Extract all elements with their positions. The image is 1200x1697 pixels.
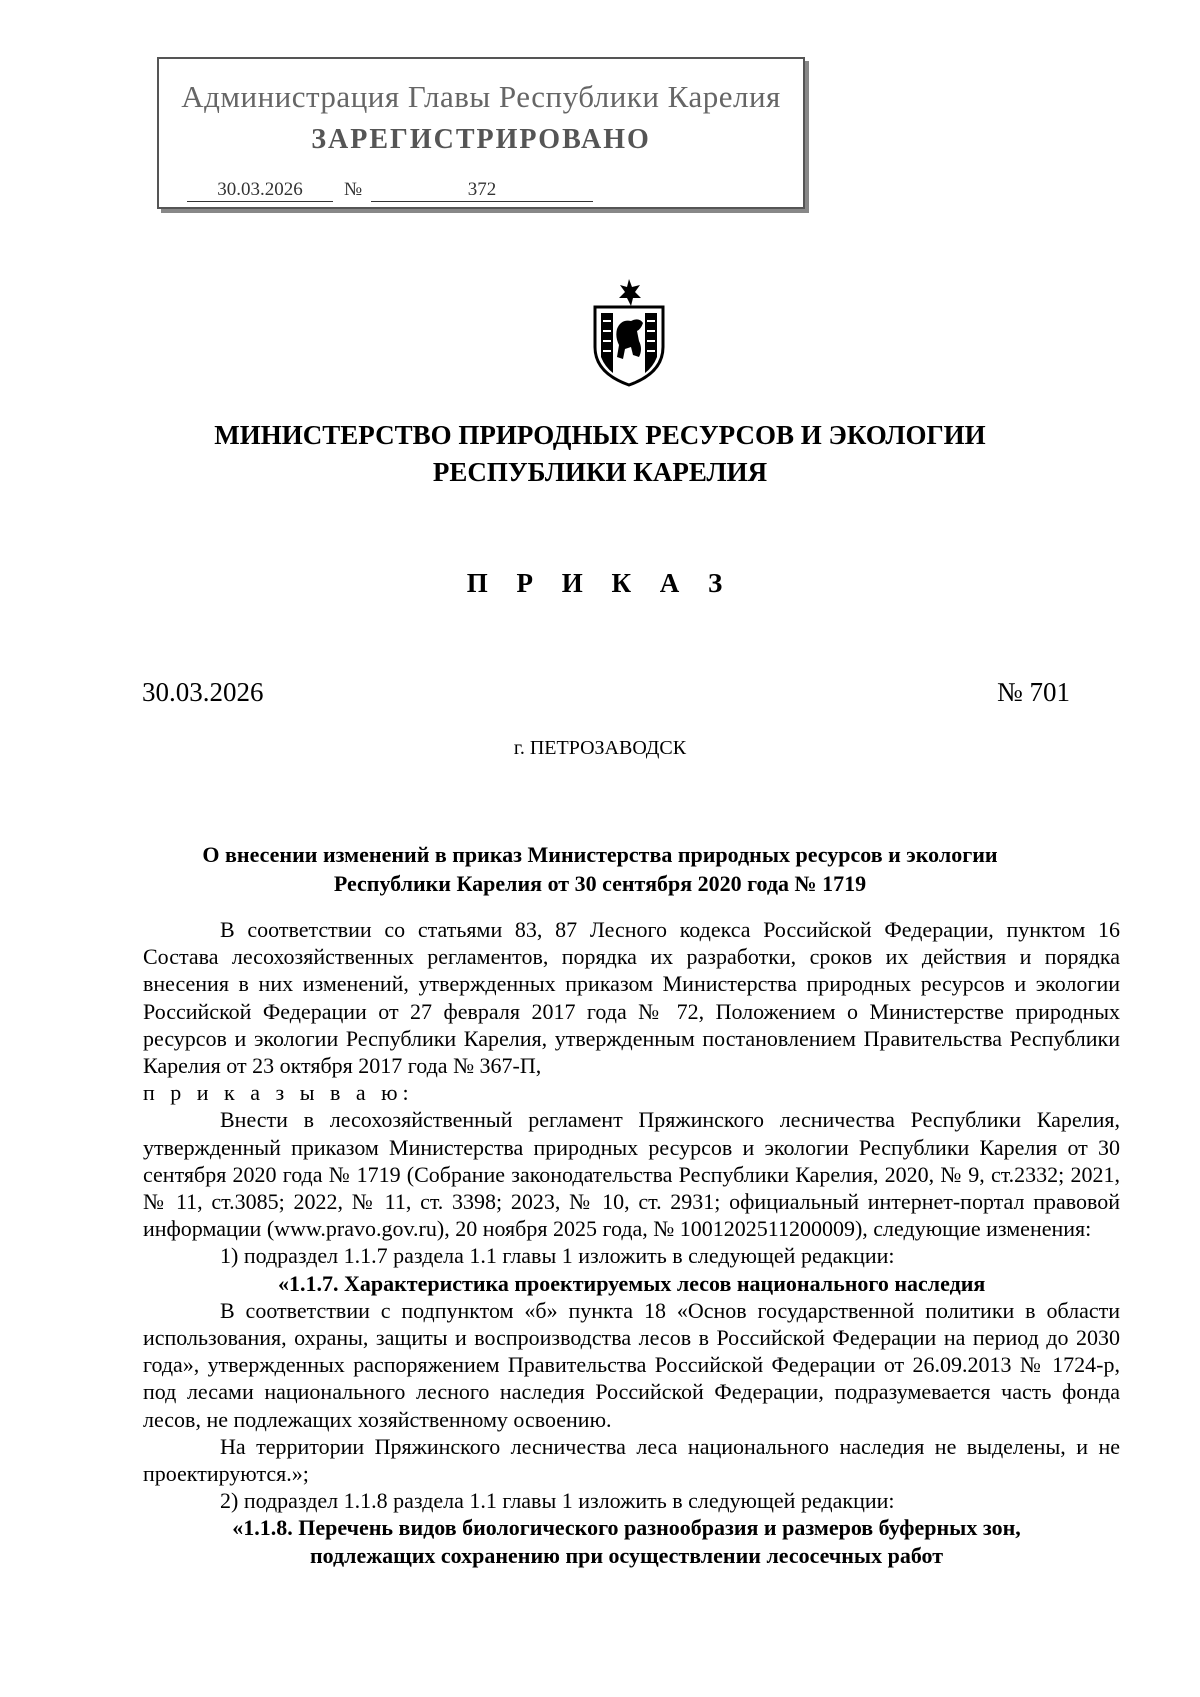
stamp-organization: Администрация Главы Республики Карелия [181,79,781,114]
stamp-number-sign: № [344,179,363,200]
intro-paragraph: Внести в лесохозяйственный регламент Пряжинского лесничества Республики Карелия, утвержденный приказом Министерства природных ресурсов и экологии Республики Карелия от 30 сентября 2020 года № 1719 (Собрание законодательства Республики Карелия, 2020, № 9, ст.2332; 2021, № 11, ст.3085; 2022, № 11, ст. 3398; 2023, № 10, ст. 2931; официальный интернет-портал правовой информации (www.pravo.gov.ru), 20 ноября 2025 года, № 1001202511200009), следующие изменения: [143,1107,1120,1242]
subject-line1: О внесении изменений в приказ Министерства природных ресурсов и экологии [202,842,998,867]
ministry-name-line1: МИНИСТЕРСТВО ПРИРОДНЫХ РЕСУРСОВ И ЭКОЛОГИИ [214,420,986,450]
paragraph-1-1-7-b: На территории Пряжинского лесничества леса национального наследия не выделены, и не проектируются.»; [143,1433,1120,1487]
heading-1-1-8-line2: подлежащих сохранению при осуществлении лесосечных работ [309,1542,944,1568]
registration-stamp [157,57,805,209]
document-type: П Р И К А З [466,568,734,598]
stamp-date: 30.03.2026 [187,179,333,202]
order-word: п р и к а з ы в а ю: [143,1080,414,1106]
subject-line2: Республики Карелия от 30 сентября 2020 года № 1719 [333,871,867,896]
preamble-paragraph: В соответствии со статьями 83, 87 Лесного кодекса Российской Федерации, пунктом 16 Состава лесохозяйственных регламентов, порядка их разработки, сроков их действия и порядка внесения в них изменений, утвержденных приказом Министерства природных ресурсов и экологии Российской Федерации от 27 февраля 2017 года № 72, Положением о Министерстве природных ресурсов и экологии Республики Карелия, утвержденным постановлением Правительства Республики Карелия от 23 октября 2017 года № 367-П, [143,917,1120,1079]
ministry-name-line2: РЕСПУБЛИКИ КАРЕЛИЯ [432,457,768,487]
stamp-status: ЗАРЕГИСТРИРОВАНО [311,124,651,155]
karelia-coat-of-arms-icon [581,277,677,387]
item-1: 1) подраздел 1.1.7 раздела 1.1 главы 1 изложить в следующей редакции: [220,1243,895,1269]
item-2: 2) подраздел 1.1.8 раздела 1.1 главы 1 изложить в следующей редакции: [220,1488,895,1514]
paragraph-1-1-7-a: В соответствии с подпунктом «б» пункта 18 «Основ государственной политики в области использования, охраны, защиты и воспроизводства лесов в Российской Федерации на период до 2030 года», утвержденных распоряжением Правительства Российской Федерации от 26.09.2013 № 1724-р, под лесами национального лесного наследия Российской Федерации, подразумевается часть фонда лесов, не подлежащих хозяйственному освоению. [143,1297,1120,1432]
document-body [143,916,1120,1569]
city: г. ПЕТРОЗАВОДСК [513,737,687,759]
stamp-number: 372 [371,179,593,202]
heading-1-1-8-line1: «1.1.8. Перечень видов биологического разнообразия и размеров буферных зон, [232,1515,1021,1541]
order-date: 30.03.2026 [142,677,264,707]
order-number: № 701 [996,677,1070,707]
heading-1-1-7: «1.1.7. Характеристика проектируемых лесов национального наследия [278,1270,986,1296]
